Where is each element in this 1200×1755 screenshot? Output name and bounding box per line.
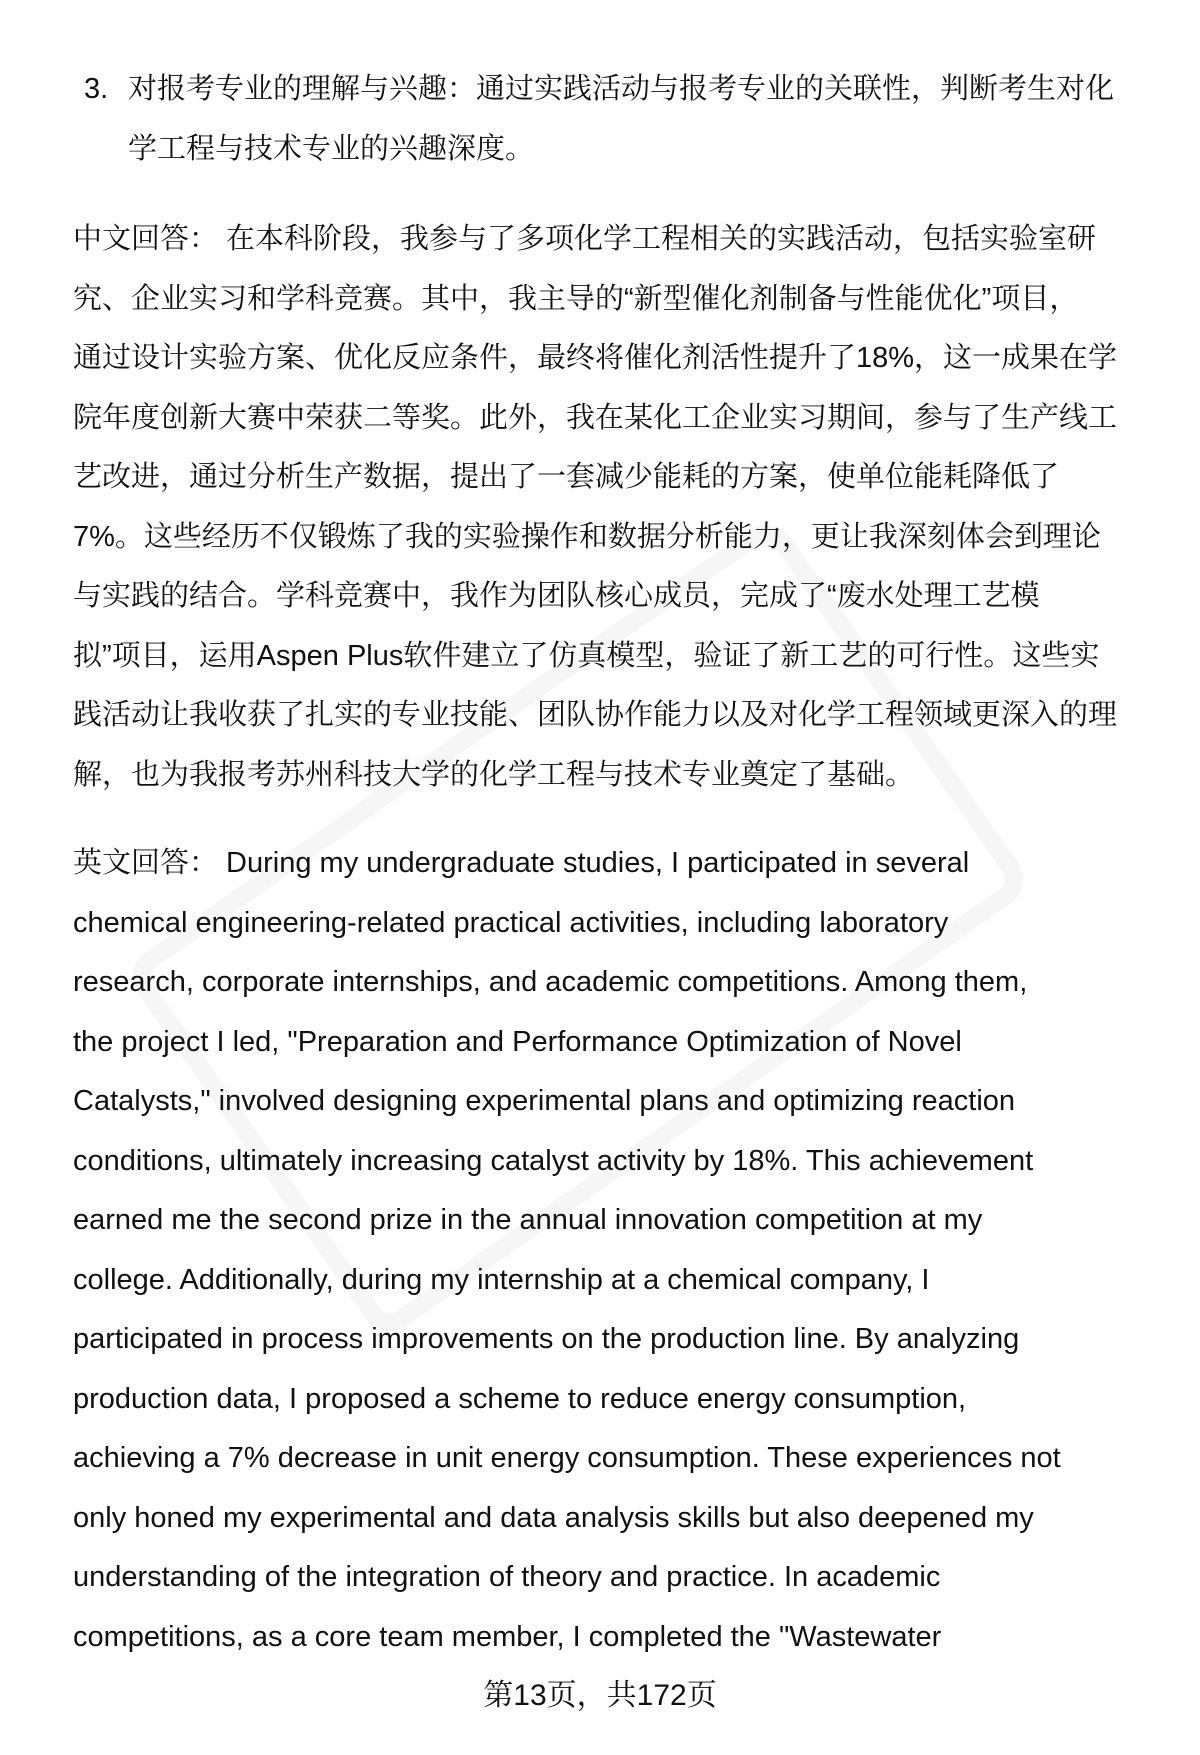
chinese-answer-line: 践活动让我收获了扎实的专业技能、团队协作能力以及对化学工程领域更深入的理 [73, 699, 1118, 731]
chinese-answer-line: 拟”项目，运用Aspen Plus软件建立了仿真模型，验证了新工艺的可行性。这些实 [73, 639, 1100, 672]
english-answer-line: research, corporate internships, and academic competitions. Among them, [73, 966, 1028, 998]
english-answer-line: achieving a 7% decrease in unit energy consumption. These experiences not [73, 1442, 1061, 1474]
chinese-answer-line: 解，也为我报考苏州科技大学的化学工程与技术专业奠定了基础。 [73, 758, 915, 791]
english-answer-line: the project I led, "Preparation and Performance Optimization of Novel [73, 1025, 962, 1058]
english-answer-line: chemical engineering-related practical activities, including laboratory [73, 906, 949, 939]
english-answer-line: Catalysts," involved designing experimental plans and optimizing reaction [73, 1085, 1016, 1117]
chinese-answer-line: 7%。这些经历不仅锻炼了我的实验操作和数据分析能力，更让我深刻体会到理论 [73, 520, 1101, 553]
page-number: 第13页，共172页 [483, 1679, 717, 1712]
english-answer-line: earned me the second prize in the annual innovation competition at my [73, 1204, 983, 1236]
chinese-answer-line: 通过设计实验方案、优化反应条件，最终将催化剂活性提升了18%，这一成果在学 [73, 342, 1118, 374]
chinese-answer-line: 中文回答： 在本科阶段，我参与了多项化学工程相关的实践活动，包括实验室研 [73, 223, 1097, 255]
english-answer-line: competitions, as a core team member, I completed the "Wastewater [73, 1620, 942, 1653]
list-item-number: 3. [84, 73, 109, 105]
chinese-answer-line: 院年度创新大赛中荣获二等奖。此外，我在某化工企业实习期间，参与了生产线工 [73, 401, 1118, 434]
list-item-text-line: 对报考专业的理解与兴趣：通过实践活动与报考专业的关联性，判断考生对化 [128, 73, 1115, 105]
english-answer-line: only honed my experimental and data analysis skills but also deepened my [73, 1501, 1034, 1534]
english-answer-line: 英文回答： During my undergraduate studies, I participated in several [73, 847, 970, 879]
english-answer-line: college. Additionally, during my internship at a chemical company, I [73, 1263, 930, 1296]
chinese-answer-line: 与实践的结合。学科竞赛中，我作为团队核心成员，完成了“废水处理工艺模 [73, 580, 1040, 612]
english-answer-line: participated in process improvements on the production line. By analyzing [73, 1323, 1020, 1355]
chinese-answer-line: 究、企业实习和学科竞赛。其中，我主导的“新型催化剂制备与性能优化”项目， [73, 282, 1079, 315]
english-answer-line: conditions, ultimately increasing catalyst activity by 18%. This achievement [73, 1144, 1034, 1177]
english-answer-line: understanding of the integration of theory and practice. In academic [73, 1561, 941, 1593]
chinese-answer-line: 艺改进，通过分析生产数据，提出了一套减少能耗的方案，使单位能耗降低了 [73, 461, 1060, 493]
english-answer-line: production data, I proposed a scheme to reduce energy consumption, [73, 1382, 967, 1415]
list-item-text-line: 学工程与技术专业的兴趣深度。 [128, 132, 535, 165]
